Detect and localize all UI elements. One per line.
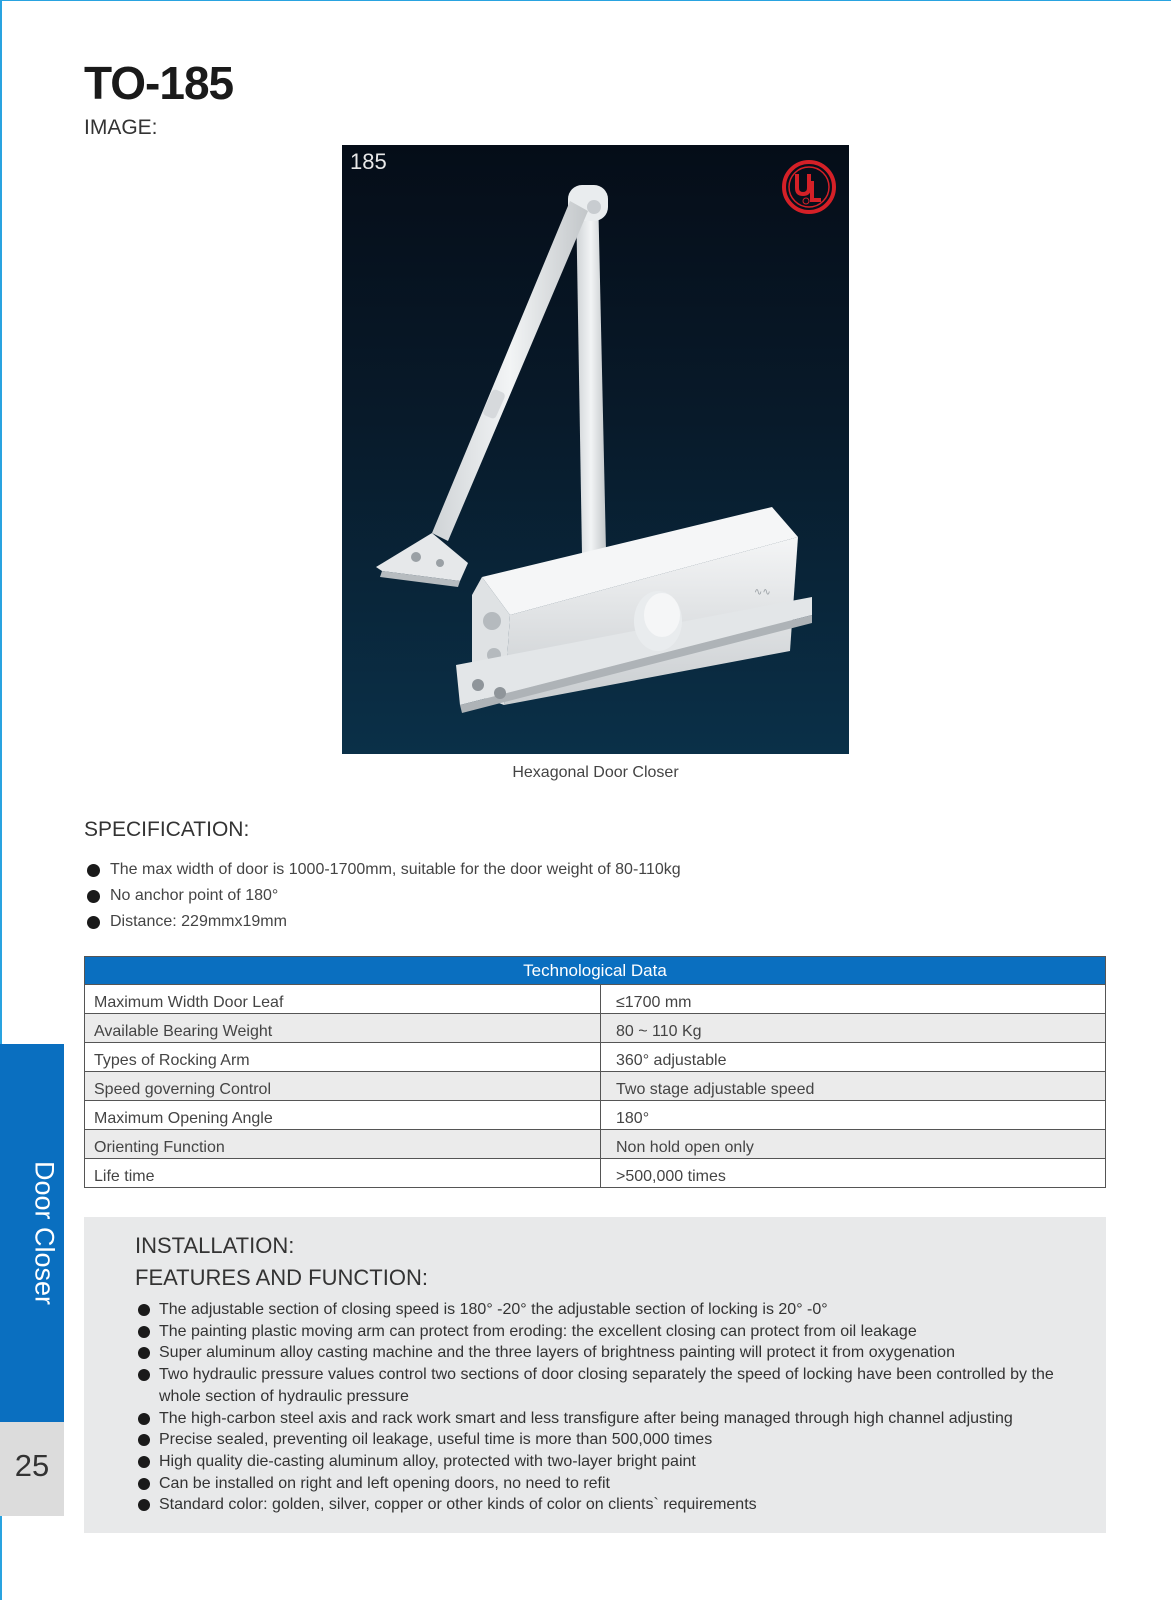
list-item: Can be installed on right and left opening doors, no need to refit bbox=[137, 1473, 1067, 1495]
door-closer-illustration bbox=[342, 145, 849, 754]
table-row bbox=[85, 1159, 1106, 1188]
row-value: 180° bbox=[601, 1101, 1106, 1130]
row-value: >500,000 times bbox=[601, 1159, 1106, 1188]
row-label: Orienting Function bbox=[85, 1130, 601, 1159]
page-number: 25 bbox=[14, 1448, 50, 1483]
row-label: Maximum Opening Angle bbox=[85, 1101, 601, 1130]
list-item: High quality die-casting aluminum alloy, protected with two-layer bright paint bbox=[137, 1451, 1067, 1473]
list-item: The max width of door is 1000-1700mm, suitable for the door weight of 80-110kg bbox=[86, 857, 681, 883]
section-tab-label: Door Closer bbox=[29, 1160, 60, 1306]
product-photo bbox=[342, 145, 849, 754]
list-item: The painting plastic moving arm can protect from eroding: the excellent closing can protect from oil leakage bbox=[137, 1321, 1067, 1343]
svg-text:∿∿: ∿∿ bbox=[754, 587, 771, 598]
row-value: 360° adjustable bbox=[601, 1043, 1106, 1072]
table-row bbox=[85, 1014, 1106, 1043]
row-value: ≤1700 mm bbox=[601, 985, 1106, 1014]
list-item: Two hydraulic pressure values control two sections of door closing separately the speed of locking have been controlled by the whole section of hydraulic pressure bbox=[137, 1364, 1067, 1407]
image-label: IMAGE: bbox=[84, 116, 158, 139]
features-list bbox=[137, 1299, 1067, 1516]
list-item: The adjustable section of closing speed is 180° -20° the adjustable section of locking is 20° -0° bbox=[137, 1299, 1067, 1321]
product-title: TO-185 bbox=[84, 57, 234, 109]
table-header: Technological Data bbox=[85, 957, 1106, 985]
table-row bbox=[85, 1130, 1106, 1159]
features-heading: FEATURES AND FUNCTION: bbox=[135, 1265, 428, 1290]
row-value: Non hold open only bbox=[601, 1130, 1106, 1159]
list-item: Standard color: golden, silver, copper or other kinds of color on clients` requirements bbox=[137, 1494, 1067, 1516]
photo-caption: Hexagonal Door Closer bbox=[512, 764, 679, 781]
specification-list bbox=[86, 857, 681, 935]
table-row bbox=[85, 1072, 1106, 1101]
list-item: Super aluminum alloy casting machine and the three layers of brightness painting will protect it from oxygenation bbox=[137, 1342, 1067, 1364]
technological-data-table bbox=[84, 956, 1106, 1188]
row-label: Life time bbox=[85, 1159, 601, 1188]
list-item: Precise sealed, preventing oil leakage, useful time is more than 500,000 times bbox=[137, 1429, 1067, 1451]
list-item: No anchor point of 180° bbox=[86, 883, 681, 909]
table-row bbox=[85, 1101, 1106, 1130]
list-item: The high-carbon steel axis and rack work smart and less transfigure after being managed through high channel adjusting bbox=[137, 1408, 1067, 1430]
specification-heading: SPECIFICATION: bbox=[84, 818, 250, 841]
row-label: Available Bearing Weight bbox=[85, 1014, 601, 1043]
row-label: Types of Rocking Arm bbox=[85, 1043, 601, 1072]
row-label: Maximum Width Door Leaf bbox=[85, 985, 601, 1014]
row-label: Speed governing Control bbox=[85, 1072, 601, 1101]
page-top-line bbox=[0, 0, 1171, 1]
row-value: Two stage adjustable speed bbox=[601, 1072, 1106, 1101]
row-value: 80 ~ 110 Kg bbox=[601, 1014, 1106, 1043]
table-row bbox=[85, 985, 1106, 1014]
list-item: Distance: 229mmx19mm bbox=[86, 909, 681, 935]
installation-heading: INSTALLATION: bbox=[135, 1233, 295, 1258]
table-row bbox=[85, 1043, 1106, 1072]
photo-code-label: 185 bbox=[350, 149, 387, 174]
